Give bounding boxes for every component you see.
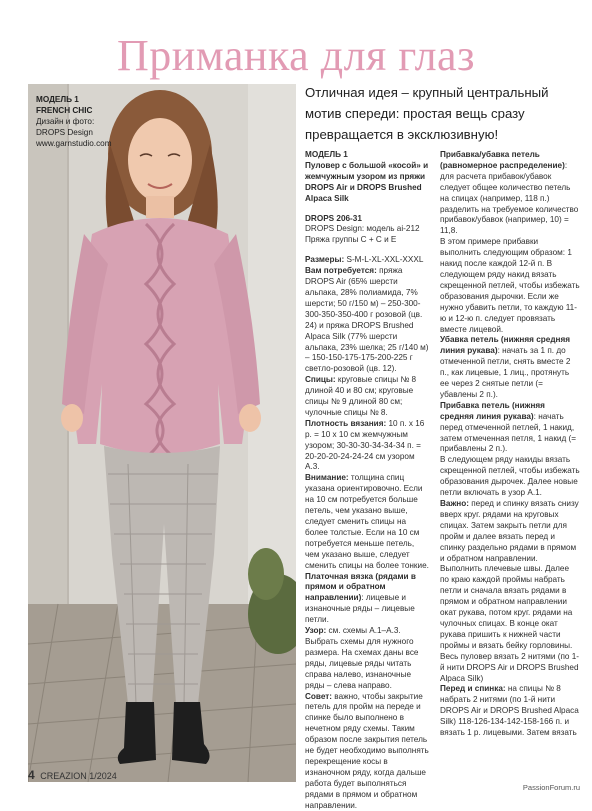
important-paragraph: Важно: перед и спинку вязать снизу вверх круг. рядами на круговых спицах. Затем закрыть петли для пройм и далее вязать перед и спинку раздельно рядами в прямом и обратном направлении. Выполнить плечевые швы. Далее по краю каждой проймы набрать петли и сначала вязать рядами в прямом и обратном направлении окат рукава, потом круг. рядами на чулочных спицах. В конце окат рукава пришить к нижней части проймы и вязать бейку горловины. Весь пуловер вязать 2 нитями (по 1-й нити DROPS Air и DROPS Brushed Alpaca Silk) [440,499,580,684]
caption-credit: DROPS Design [36,127,112,138]
magazine-issue: CREAZION 1/2024 [40,771,117,781]
pattern-code: DROPS 206-31 [305,214,430,225]
design-ref: DROPS Design: модель ai-212 [305,224,430,235]
flat-knit-paragraph: Платочная вязка (рядами в прямом и обратном направлении): лицевые и изнаночные ряды – лицевые петли. [305,572,430,627]
caption-heading: МОДЕЛЬ 1 [36,94,112,105]
attention-paragraph: Внимание: толщина спиц указана ориентировочно. Если на 10 см потребуется больше петель, чем указано выше, следует сменить спицы на более толстые. Если на 10 см потребуется меньше петель, чем указано выше, следует сменить спицы на более тонкие. [305,473,430,571]
sleeve-increase-continued: В следующем ряду накиды вязать скрещенной петлей, чтобы избежать образования дырочек. Далее новые петли включать в узор А.1. [440,455,580,499]
model-label: МОДЕЛЬ 1 [305,150,430,161]
sleeve-decrease-paragraph: Убавка петель (нижняя средняя линия рукава): начать за 1 п. до отмеченной петли, снять вместе 2 п., как лицевые, 1 лиц., протянуть ее через 2 снятые петли (= убавлены 2 п.). [440,335,580,400]
density-paragraph: Плотность вязания: 10 п. х 16 р. = 10 х 10 см жемчужным узором; 30-30-30-34-34-34 п. = 20-20-20-24-24-24 см узором А.3. [305,419,430,474]
instructions-column-1 [305,150,430,811]
model-caption [36,94,112,149]
sleeve-increase-paragraph: Прибавка петель (нижняя средняя линия рукава): начать перед отмеченной петлей, 1 накид, затем отмеченная петля, 1 накид (= прибавлены 2 п.). [440,401,580,456]
caption-url: www.garnstudio.com [36,138,112,149]
inc-dec-paragraph: Прибавка/убавка петель (равномерное распределение): для расчета прибавок/убавок следует общее количество петель на спицах (например, 118 п.) разделить на требуемое количество прибавок/убавок (например, 10) = 11,8. [440,150,580,237]
materials-paragraph: Вам потребуется: пряжа DROPS Air (65% шерсти альпака, 28% полиамида, 7% шерсти; 50 г/150 м) – 250-300-300-350-350-400 г розовой (цв. 24) и пряжа DROPS Brushed Alpaca Silk (77% шерсти альпака, 23% шелка; 25 г/140 м) – 150-150-175-175-200-225 г светло-розовой (цв. 12). [305,266,430,375]
needles-paragraph: Спицы: круговые спицы № 8 длиной 40 и 80 см; круговые спицы № 9 длиной 80 см; чулочные спицы № 8. [305,375,430,419]
intro-text: Отличная идея – крупный центральный мотив спереди: простая вещь сразу превращается в эксклюзивную! [305,82,580,145]
example-paragraph: В этом примере прибавки выполнить следующим образом: 1 накид после каждой 12-й п. В следующем ряду накид вязать скрещенной петлей, чтобы избежать образования дырочки. Если же нужно убавить петли, то каждую 11-ю и 12-ю п. следует провязать вместе лицевой. [440,237,580,335]
page-number: 4 [28,768,35,782]
pattern-paragraph: Узор: см. схемы А.1–А.3. Выбрать схемы для нужного размера. На схемах даны все ряды, лицевые ряды читать справа налево, изнаночные ряды – слева направо. [305,626,430,691]
watermark: PassionForum.ru [523,783,580,792]
front-back-paragraph: Перед и спинка: на спицы № 8 набрать 2 нитями (по 1-й нити DROPS Air и DROPS Brushed Alpaca Silk) 118-126-134-142-158-166 п. и вязать 1 р. лицевыми. Затем вязать [440,684,580,739]
model-photo [28,84,296,782]
caption-name: FRENCH CHIC [36,105,112,116]
model-description: Пуловер с большой «косой» и жемчужным узором из пряжи DROPS Air и DROPS Brushed Alpaca Silk [305,161,430,205]
instructions-column-2 [440,150,580,739]
model-illustration [28,84,296,782]
yarn-group: Пряжа группы С + С и Е [305,235,430,246]
advice-paragraph: Совет: важно, чтобы закрытие петель для пройм на переде и спинке было выполнено в нечетном ряду схемы. Таким образом после закрытия петель не будет необходимо выполнять перекрещение косы в изнаночном ряду, когда дальше работа будет выполняться рядами в прямом и обратном направлении. [305,692,430,811]
sizes-paragraph: Размеры: S-M-L-XL-XXL-XXXL [305,255,430,266]
page-title: Приманка для глаз [0,30,592,81]
caption-credit-label: Дизайн и фото: [36,116,112,127]
page-footer [28,768,117,782]
